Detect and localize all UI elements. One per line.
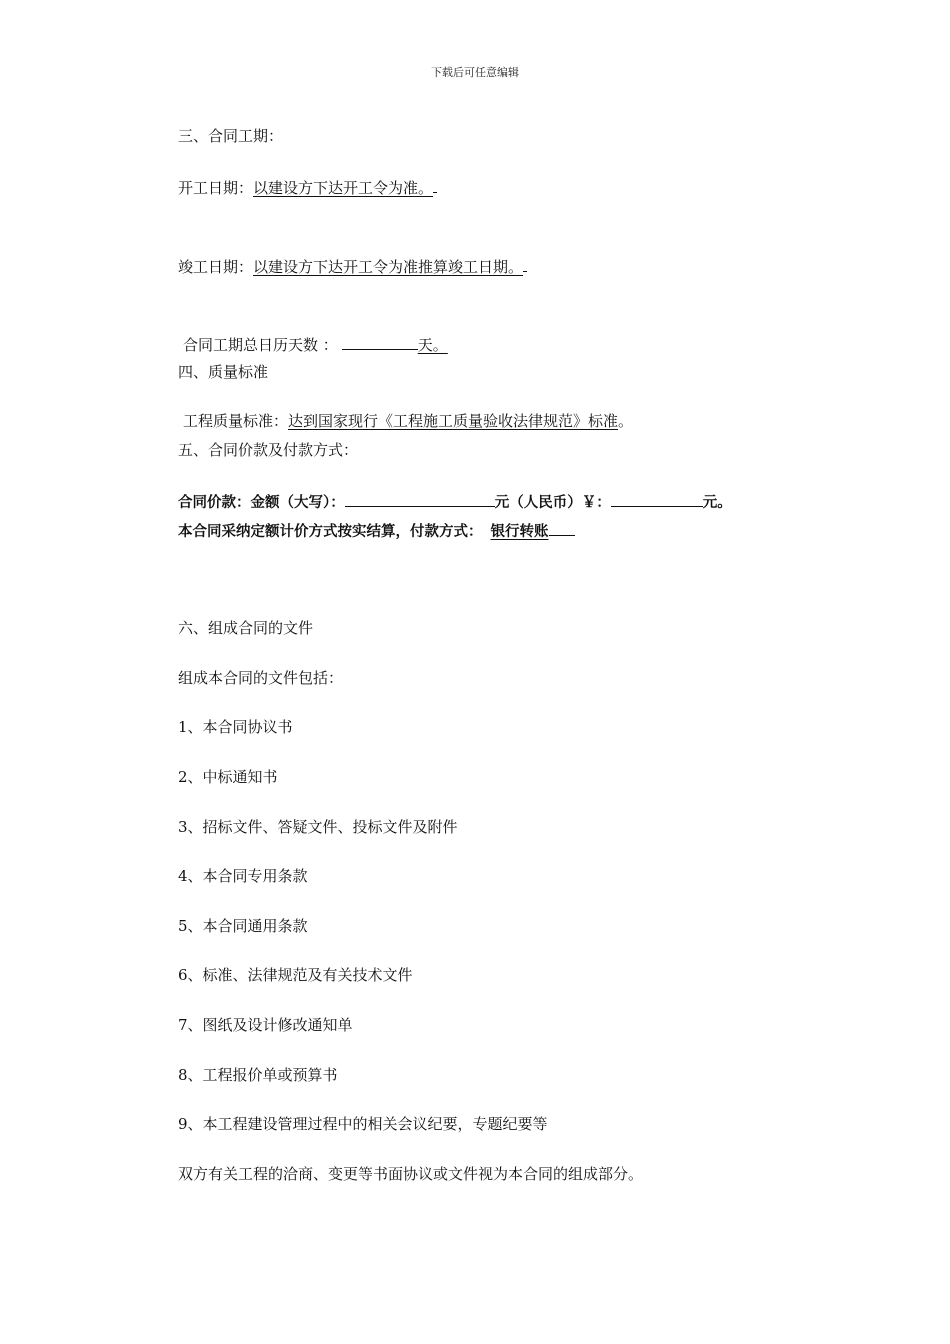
start-date-blank	[433, 176, 437, 193]
document-item-8: 8、工程报价单或预算书	[178, 1066, 338, 1084]
price-number-blank	[611, 490, 703, 507]
price-words-blank	[345, 490, 495, 507]
payment-blank	[549, 519, 575, 536]
payment-value: 银行转账	[490, 524, 549, 540]
end-date-blank	[523, 255, 527, 272]
document-item-3: 3、招标文件、答疑文件、投标文件及附件	[178, 818, 458, 836]
price-label: 合同价款：金额（大写）：	[178, 495, 345, 511]
total-days-label: 合同工期总日历天数 ：	[183, 336, 338, 354]
closing-statement: 双方有关工程的洽商、变更等书面协议或文件视为本合同的组成部分。	[178, 1165, 644, 1183]
end-date-label: 竣工日期：	[178, 258, 254, 276]
payment-line	[178, 519, 575, 542]
quality-end: 。	[618, 412, 634, 430]
document-item-4: 4、本合同专用条款	[178, 867, 308, 885]
payment-label: 本合同采纳定额计价方式按实结算，付款方式：	[178, 524, 483, 540]
documents-intro: 组成本合同的文件包括：	[178, 669, 344, 687]
section-6-heading: 六、组成合同的文件	[178, 619, 314, 637]
start-date-value: 以建设方下达开工令为准。	[253, 179, 434, 197]
quality-value: 达到国家现行《工程施工质量验收法律规范》标准	[288, 412, 619, 430]
start-date-line	[178, 176, 437, 198]
end-date-line	[178, 255, 527, 277]
page-header: 下载后可任意编辑	[431, 66, 519, 79]
document-item-1: 1、本合同协议书	[178, 718, 293, 736]
quality-line	[183, 411, 633, 431]
price-mid: 元（人民币）￥：	[494, 495, 611, 511]
section-4-heading: 四、质量标准	[178, 363, 269, 381]
start-date-label: 开工日期：	[178, 179, 254, 197]
price-line	[178, 490, 732, 513]
section-3-heading: 三、合同工期：	[178, 127, 284, 145]
document-item-6: 6、标准、法律规范及有关技术文件	[178, 966, 413, 984]
quality-label: 工程质量标准：	[183, 412, 289, 430]
total-days-unit: 天。	[417, 336, 448, 354]
document-item-9: 9、本工程建设管理过程中的相关会议纪要，专题纪要等	[178, 1115, 548, 1133]
document-item-5: 5、本合同通用条款	[178, 917, 308, 935]
section-5-heading: 五、合同价款及付款方式：	[178, 441, 359, 459]
document-item-7: 7、图纸及设计修改通知单	[178, 1016, 353, 1034]
document-item-2: 2、中标通知书	[178, 768, 278, 786]
total-days-blank	[342, 333, 418, 350]
price-end: 元。	[702, 495, 732, 511]
total-days-line	[183, 333, 448, 355]
end-date-value: 以建设方下达开工令为准推算竣工日期。	[253, 258, 524, 276]
